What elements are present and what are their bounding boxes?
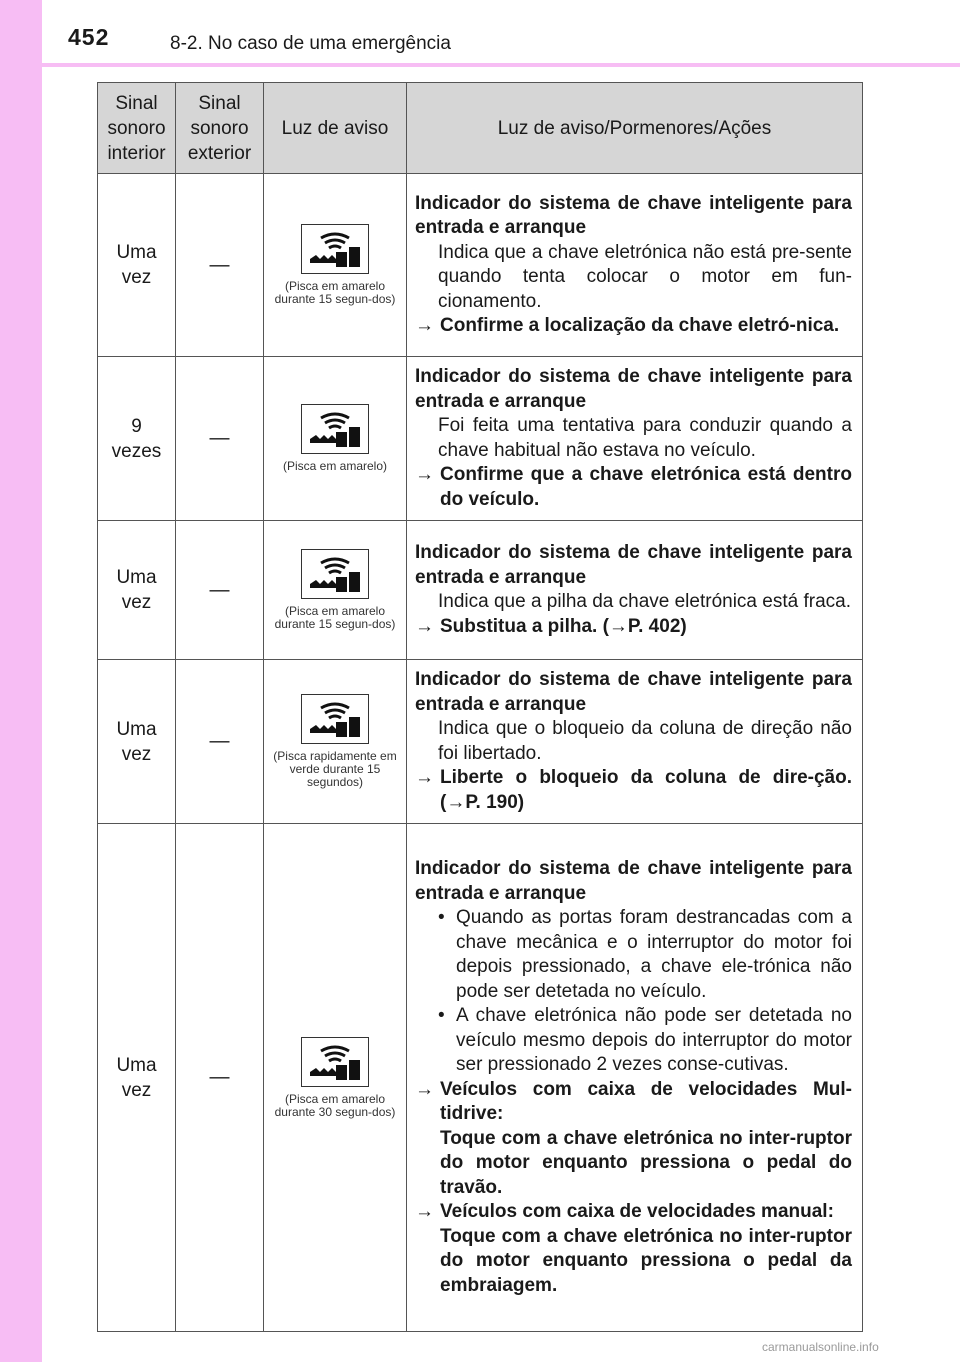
interior-beep: 9 vezes: [98, 357, 176, 521]
action-text: Confirme a localização da chave eletró-nica.: [440, 315, 840, 336]
action-text: Liberte o bloqueio da coluna de dire-ção. (→P. 190): [440, 767, 852, 813]
arrow-right-icon: →: [415, 1201, 434, 1222]
table-row: [98, 824, 863, 1332]
description: Indica que a pilha da chave eletrónica está fraca.: [438, 591, 851, 612]
smart-key-icon: [301, 694, 369, 744]
exterior-beep: —: [176, 174, 264, 357]
warning-light-cell: [264, 521, 407, 660]
warning-light-cell: [264, 824, 407, 1332]
exterior-beep: —: [176, 660, 264, 824]
warning-light-caption: (Pisca rapidamente em verde durante 15 segundos): [273, 749, 397, 789]
arrow-right-icon: →: [415, 1078, 434, 1100]
indicator-title: Indicador do sistema de chave inteligente para entrada e arranque: [415, 542, 852, 588]
exterior-beep: —: [176, 521, 264, 660]
arrow-right-icon: →: [415, 615, 434, 637]
details-cell: [407, 357, 863, 521]
page-number: 452: [68, 24, 110, 50]
header-details: Luz de aviso/Pormenores/Ações: [407, 83, 863, 174]
bullet-item: • A chave eletrónica não pode ser detetada no veículo mesmo depois do interruptor do motor ser pressionado 2 vezes conse-cutivas.: [438, 1005, 852, 1075]
header-divider: [0, 63, 960, 67]
description: Foi feita uma tentativa para conduzir quando a chave habitual não estava no veículo.: [438, 415, 852, 461]
table-row: [98, 357, 863, 521]
header-warning-light: Luz de aviso: [264, 83, 407, 174]
exterior-beep: —: [176, 824, 264, 1332]
warning-light-cell: [264, 357, 407, 521]
action-text: Substitua a pilha. (→P. 402): [440, 615, 687, 637]
table-header-row: [98, 83, 863, 174]
section-title: 8-2. No caso de uma emergência: [170, 33, 451, 54]
smart-key-icon: [301, 404, 369, 454]
details-cell: [407, 660, 863, 824]
indicator-title: Indicador do sistema de chave inteligente para entrada e arranque: [415, 669, 852, 715]
description: Indica que o bloqueio da coluna de direção não foi libertado.: [438, 718, 852, 764]
warning-light-cell: [264, 174, 407, 357]
header-exterior: Sinal sonoro exterior: [176, 83, 264, 174]
action-item: [415, 615, 852, 640]
action-item: [415, 766, 852, 815]
interior-beep: Uma vez: [98, 521, 176, 660]
header-interior: Sinal sonoro interior: [98, 83, 176, 174]
table-row: [98, 174, 863, 357]
arrow-right-icon: →: [415, 464, 434, 485]
action-text: Confirme que a chave eletrónica está dentro do veículo.: [440, 464, 852, 510]
action-text: Toque com a chave eletrónica no inter-ruptor do motor enquanto pressiona o pedal do travão.: [440, 1127, 852, 1198]
watermark: carmanualsonline.info: [762, 1340, 879, 1354]
warning-light-caption: (Pisca em amarelo durante 30 segun-dos): [274, 1091, 396, 1119]
details-cell: [407, 521, 863, 660]
warning-table: [97, 82, 863, 1332]
action-heading: Veículos com caixa de velocidades manual:: [440, 1201, 834, 1222]
description: Indica que a chave eletrónica não está pre-sente quando tenta colocar o motor em fun-cionamento.: [438, 241, 852, 312]
interior-beep: Uma vez: [98, 660, 176, 824]
table-row: [98, 521, 863, 660]
arrow-right-icon: →: [415, 315, 434, 336]
warning-light-caption: (Pisca em amarelo durante 15 segun-dos): [274, 604, 396, 631]
interior-beep: Uma vez: [98, 174, 176, 357]
warning-light-caption: (Pisca em amarelo): [282, 459, 388, 473]
action-item: [415, 1200, 852, 1298]
warning-light-cell: [264, 660, 407, 824]
smart-key-icon: [301, 1037, 369, 1087]
arrow-right-icon: →: [415, 767, 434, 788]
table-row: [98, 660, 863, 824]
action-item: [415, 463, 852, 512]
action-text: Toque com a chave eletrónica no inter-ruptor do motor enquanto pressiona o pedal da embraiagem.: [440, 1225, 852, 1296]
indicator-title: Indicador do sistema de chave inteligente para entrada e arranque: [415, 858, 852, 904]
warning-light-caption: (Pisca em amarelo durante 15 segun-dos): [274, 279, 396, 306]
action-item: [415, 1078, 852, 1201]
indicator-title: Indicador do sistema de chave inteligente para entrada e arranque: [415, 366, 852, 412]
exterior-beep: —: [176, 357, 264, 521]
indicator-title: Indicador do sistema de chave inteligente para entrada e arranque: [415, 192, 852, 238]
details-cell: [407, 824, 863, 1332]
action-heading: Veículos com caixa de velocidades Mul-tidrive:: [440, 1078, 852, 1124]
action-item: [415, 314, 852, 339]
details-cell: [407, 174, 863, 357]
interior-beep: Uma vez: [98, 824, 176, 1332]
bullet-item: • Quando as portas foram destrancadas com a chave mecânica e o interruptor do motor foi depois pressionado, a chave ele-trónica não pode ser detetada no veículo.: [438, 907, 852, 1002]
side-margin-strip: [0, 0, 42, 1362]
smart-key-icon: [301, 224, 369, 274]
smart-key-icon: [301, 549, 369, 599]
